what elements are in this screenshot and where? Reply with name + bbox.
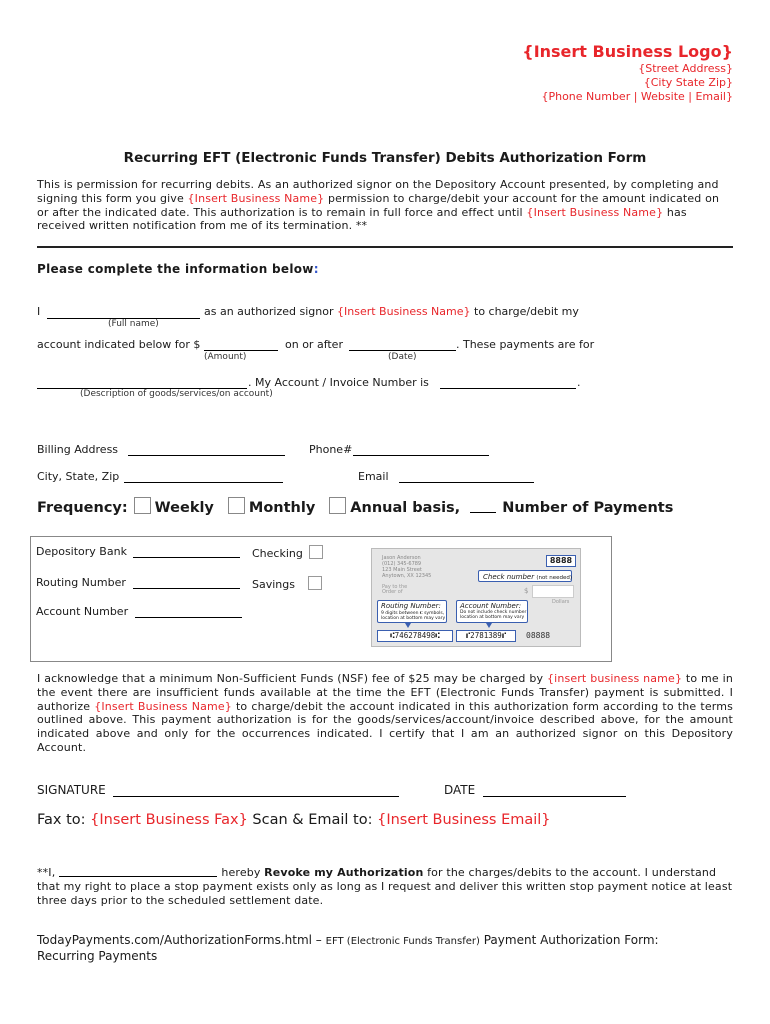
number-of-payments-field[interactable] (470, 512, 496, 513)
intro-paragraph (37, 178, 719, 233)
check-owner-name: Jason Anderson (382, 555, 421, 561)
amount-field[interactable] (204, 350, 278, 351)
weekly-label: Weekly (154, 500, 214, 516)
full-name-label: (Full name) (108, 319, 159, 329)
frequency-label: Frequency: (37, 500, 128, 516)
phone-field[interactable] (353, 455, 489, 456)
business-name-ref: {Insert Business Name} (187, 191, 325, 205)
micr-routing: ⑆746278498⑆ (377, 630, 453, 642)
business-fax: {Insert Business Fax} (90, 812, 248, 828)
date-signature-label: DATE (444, 783, 476, 797)
savings-checkbox[interactable] (308, 576, 322, 590)
routing-callout: Routing Number: 9 digits between ⑆ symbols, location at bottom may vary (377, 600, 447, 623)
signature-field[interactable] (113, 796, 399, 797)
account-callout: Account Number: Do not include check number location at bottom may vary (456, 600, 528, 623)
on-or-after-text: on or after (285, 338, 343, 351)
micr-check-number: 08888 (526, 631, 551, 640)
number-of-payments-label: Number of Payments (502, 500, 674, 516)
auth-account-text: account indicated below for $ (37, 338, 201, 351)
routing-number-field[interactable] (133, 588, 240, 589)
ack-line-2: the event there are insufficient funds available at the time the EFT (Electronic Funds Transfer) payment is submitted. I (37, 685, 733, 699)
section-heading: Please complete the information below: (37, 262, 319, 276)
check-number-box: 8888 (546, 555, 576, 567)
acknowledgment-paragraph (37, 672, 733, 755)
account-arrow-icon (486, 623, 492, 628)
page-title: Recurring EFT (Electronic Funds Transfer) Debits Authorization Form (123, 150, 647, 166)
account-number-label: Account Number (36, 605, 129, 618)
signature-date-field[interactable] (483, 796, 626, 797)
footer (37, 933, 659, 964)
check-number-callout: Check number (not needed) (478, 570, 572, 582)
savings-label: Savings (252, 578, 295, 591)
ack-line-5: indicated above and only for the occurrences indicated. I certify that I am an authorized signor on this Depository (37, 727, 733, 741)
business-name-ref: {Insert Business Name} (526, 205, 664, 219)
pay-to-label: Pay to the (382, 584, 408, 590)
signature-label: SIGNATURE (37, 783, 106, 797)
annual-label: Annual basis, (350, 500, 461, 516)
email-label: Email (358, 470, 389, 483)
routing-number-label: Routing Number (36, 576, 126, 589)
footer-link[interactable]: TodayPayments.com/AuthorizationForms.html (37, 933, 312, 947)
micr-account: ⑈2781389⑈ (456, 630, 516, 642)
checking-option (252, 545, 323, 560)
intro-line-1: This is permission for recurring debits. As an authorized signor on the Depository Account presented, by completing and (37, 178, 719, 191)
frequency-row (37, 497, 673, 516)
ack-line-3: authorize {Insert Business Name} to charge/debit the account indicated in this authorization form according to the terms (37, 699, 733, 713)
monthly-checkbox[interactable] (228, 497, 245, 514)
intro-line-4: received written notification from me of its termination. ** (37, 219, 368, 233)
routing-arrow-icon (405, 623, 411, 628)
business-email: {Insert Business Email} (377, 812, 551, 828)
section-divider (37, 246, 733, 248)
annual-checkbox[interactable] (329, 497, 346, 514)
amount-label: (Amount) (204, 352, 247, 362)
billing-address-label: Billing Address (37, 443, 119, 456)
revoke-name-field[interactable] (59, 876, 217, 877)
footer-line-2: Recurring Payments (37, 949, 158, 963)
auth-signor-text: as an authorized signor {Insert Business Name} to charge/debit my (204, 305, 579, 318)
city-state-zip-label: City, State, Zip (37, 470, 120, 483)
phone-website-email: {Phone Number | Website | Email} (541, 90, 733, 103)
checking-checkbox[interactable] (309, 545, 323, 559)
check-owner-street: 123 Main Street (382, 567, 422, 573)
depository-bank-label: Depository Bank (36, 545, 127, 558)
ack-line-1: I acknowledge that a minimum Non-Sufficient Funds (NSF) fee of $25 may be charged by {insert business name} to me in (37, 672, 733, 685)
revoke-line-3: three days prior to the scheduled settlement date. (37, 893, 324, 907)
revoke-line-2: that my right to place a stop payment exists only as long as I request and deliver this written stop payment notice at least (37, 879, 733, 893)
phone-label: Phone# (309, 443, 353, 456)
ack-line-6: Account. (37, 740, 87, 754)
check-owner-city: Anytown, XX 12345 (382, 573, 432, 579)
auth-i: I (37, 305, 41, 318)
checking-label: Checking (252, 547, 303, 560)
depository-bank-field[interactable] (133, 557, 240, 558)
account-invoice-field[interactable] (440, 388, 576, 389)
description-label: (Description of goods/services/on account) (80, 389, 273, 399)
check-owner-phone: (012) 345-6789 (382, 561, 422, 567)
payments-for-text: . These payments are for (456, 338, 595, 351)
city-state-zip-field[interactable] (124, 482, 283, 483)
billing-address-field[interactable] (128, 455, 285, 456)
ack-line-4: outlined above. This payment authorization is for the goods/services/account/invoice described above, for the amount (37, 713, 733, 727)
email-field[interactable] (399, 482, 534, 483)
sample-check-image (371, 548, 581, 647)
date-field[interactable] (349, 350, 456, 351)
dollar-sign: $ (524, 587, 529, 595)
monthly-label: Monthly (248, 500, 316, 516)
business-logo-placeholder: {Insert Business Logo} (522, 42, 733, 61)
intro-line-3: or after the indicated date. This authorization is to remain in full force and effect until {Insert Business Name} has (37, 205, 687, 219)
order-of-label: Order of (382, 589, 403, 595)
dollars-label: Dollars (552, 599, 570, 605)
savings-option (252, 576, 322, 591)
revoke-line-1: **I, hereby Revoke my Authorization for the charges/debits to the account. I understand (37, 866, 717, 879)
weekly-checkbox[interactable] (134, 497, 151, 514)
revoke-paragraph (37, 866, 732, 907)
date-label: (Date) (388, 352, 417, 362)
amount-box (532, 585, 574, 598)
street-address: {Street Address} (638, 62, 733, 75)
intro-line-2: signing this form you give {Insert Business Name} permission to charge/debit your account for the amount indicated on (37, 191, 720, 205)
footer-line-1: TodayPayments.com/AuthorizationForms.html – EFT (Electronic Funds Transfer) Payment Authorization Form: (37, 933, 659, 947)
account-number-field[interactable] (135, 617, 242, 618)
fax-email-line: Fax to: {Insert Business Fax} Scan & Email to: {Insert Business Email} (37, 812, 551, 828)
period: . (577, 376, 581, 389)
my-account-text: . My Account / Invoice Number is (248, 376, 429, 389)
city-state-zip: {City State Zip} (643, 76, 733, 89)
